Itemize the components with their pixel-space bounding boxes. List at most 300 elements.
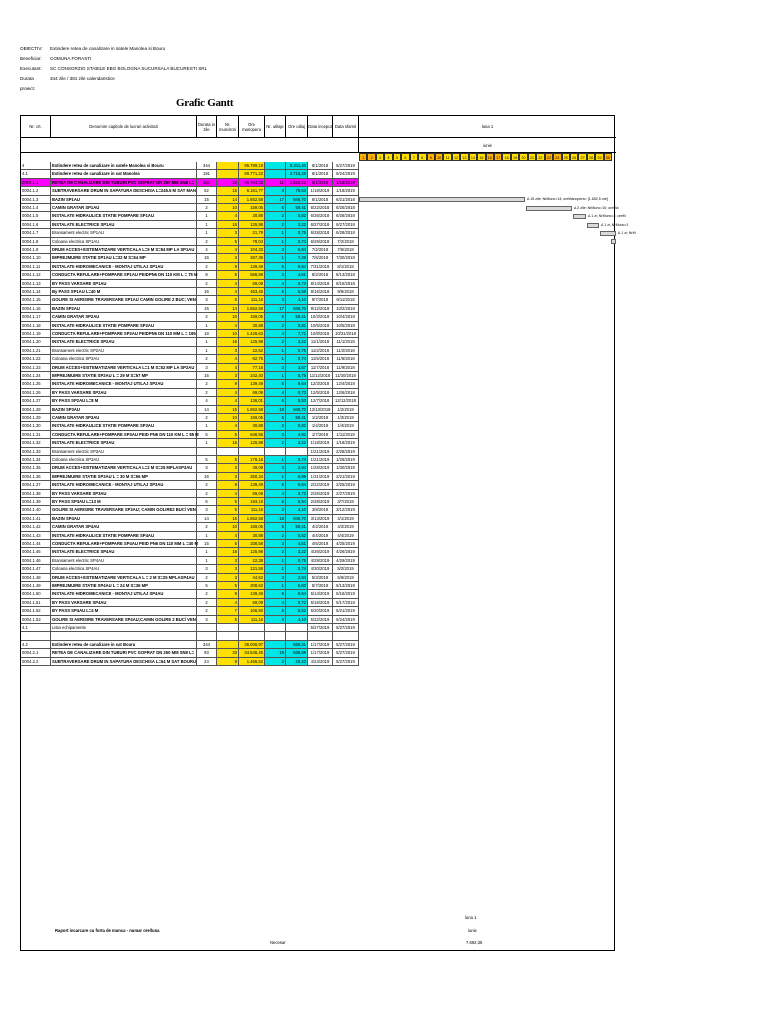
table-row[interactable] (21, 490, 616, 498)
header-durata: Durata in zile (197, 116, 217, 138)
cell-s: 12/3/2018 (308, 380, 333, 388)
cell-s: 5/20/2019 (308, 607, 333, 615)
cell-a: 2 (197, 490, 217, 498)
cell-e: 5/21/2019 (333, 607, 359, 615)
cell-e: 4/4/2019 (333, 532, 359, 540)
cell-m: 453,45 (239, 288, 265, 296)
cell-a: 16 (197, 254, 217, 262)
table-row[interactable] (21, 229, 616, 237)
cell-b: 15 (217, 406, 239, 414)
cell-m: 69,09 (239, 599, 265, 607)
table-row[interactable] (21, 590, 616, 598)
cell-u (265, 624, 286, 632)
table-row[interactable] (21, 372, 616, 380)
cell-e: 2/28/2019 (333, 448, 359, 456)
cell-s: 1/17/2019 (308, 649, 333, 657)
cell-a: 1 (197, 229, 217, 237)
table-row[interactable] (21, 347, 616, 355)
cell-u: 2 (265, 422, 286, 430)
cell-nr: 0004.1.38 (21, 490, 51, 498)
cell-m: 193,19 (239, 498, 265, 506)
table-row[interactable] (21, 422, 616, 430)
cell-u: 3 (265, 616, 286, 624)
cell-m: 69.771,22 (239, 170, 265, 178)
cell-a: 1 (197, 322, 217, 330)
cell-nr: 0004.2.2 (21, 658, 51, 666)
cell-s: 2/28/2019 (308, 498, 333, 506)
meta-row (20, 64, 207, 74)
cell-o: 0,73 (286, 280, 308, 288)
table-row[interactable] (21, 397, 616, 405)
table-row[interactable] (21, 414, 616, 422)
cell-b: 3 (217, 464, 239, 472)
cell-d: DRUM ACCES+SISTEMATIZARE VERTICALA L=1 M S=52 MP LA SP2AU (51, 364, 197, 372)
cell-b: 5 (217, 296, 239, 304)
cell-s: 4/30/2019 (308, 565, 333, 573)
cell-d: BAZIN SP2AU (51, 305, 197, 313)
cell-m: 77,18 (239, 364, 265, 372)
table-row[interactable] (21, 271, 616, 279)
table-row[interactable] (21, 498, 616, 506)
table-row[interactable] (21, 473, 616, 481)
cell-a: 1 (197, 532, 217, 540)
cell-d: CONDUCTA REFULARE+POMPARE SP2AU PEIDPN6 DN 110 MM L = 195 (51, 330, 197, 338)
cell-nr: 0004.1.44 (21, 540, 51, 548)
cell-a (197, 632, 217, 640)
table-row[interactable] (21, 187, 616, 195)
cell-nr: 0004.1.46 (21, 557, 51, 565)
day-cell: 2 (367, 153, 375, 161)
cell-a: 2 (197, 238, 217, 246)
cell-o: 0,74 (286, 565, 308, 573)
cell-nr: 0004.1.40 (21, 506, 51, 514)
cell-s: 10/8/2018 (308, 330, 333, 338)
table-row[interactable] (21, 540, 616, 548)
cell-u (265, 632, 286, 640)
table-row[interactable] (21, 406, 616, 414)
gantt-bar-label: Δ 2 zile; NrMunc=10; oreMa (574, 205, 619, 210)
table-row[interactable] (21, 254, 616, 262)
cell-b: 9 (217, 590, 239, 598)
cell-nr: 0004.1.4 (21, 204, 51, 212)
table-row[interactable] (21, 246, 616, 254)
cell-m: 111,15 (239, 616, 265, 624)
cell-s: 4/5/2019 (308, 540, 333, 548)
cell-e: 3/7/2019 (333, 498, 359, 506)
cell-o: 3,67 (286, 364, 308, 372)
table-row[interactable] (21, 431, 616, 439)
cell-o: 5,94 (286, 498, 308, 506)
page-title: Grafic Gantt (176, 97, 234, 109)
cell-o: 3,22 (286, 439, 308, 447)
cell-u: 5 (265, 263, 286, 271)
cell-s: 1/18/2019 (308, 439, 333, 447)
table-row[interactable] (21, 212, 616, 220)
table-row[interactable] (21, 464, 616, 472)
table-row[interactable] (21, 263, 616, 271)
cell-u: 2 (265, 548, 286, 556)
cell-nr: 0004.1.16 (21, 305, 51, 313)
cell-nr: 0004.1.2 (21, 187, 51, 195)
cell-o: 946,70 (286, 515, 308, 523)
table-row[interactable] (21, 305, 616, 313)
cell-u: 1 (265, 473, 286, 481)
table-row[interactable] (21, 506, 616, 514)
table-row[interactable] (21, 322, 616, 330)
cell-e: 6/28/2018 (333, 229, 359, 237)
cell-d: INSTALATII HIDROMECANICE - MONTAJ UTILAJ SP2AU (51, 380, 197, 388)
cell-m: 139,49 (239, 380, 265, 388)
table-row[interactable] (21, 658, 616, 666)
table-row[interactable] (21, 532, 616, 540)
cell-b: 16 (217, 338, 239, 346)
cell-s: 1/21/2019 (308, 456, 333, 464)
cell-nr: 0004.1.6 (21, 221, 51, 229)
project-meta (20, 44, 207, 94)
cell-s: 6/26/2018 (308, 212, 333, 220)
cell-a: 14 (197, 406, 217, 414)
cell-e: 4/1/2019 (333, 515, 359, 523)
cell-nr: 0004.1.34 (21, 456, 51, 464)
cell-e: 1/3/2019 (333, 414, 359, 422)
cell-b (217, 624, 239, 632)
cell-b: 5 (217, 616, 239, 624)
table-row[interactable] (21, 179, 616, 187)
cell-a: 3 (197, 296, 217, 304)
cell-u: 3 (265, 658, 286, 666)
cell-a (197, 624, 217, 632)
cell-a: 1 (197, 347, 217, 355)
cell-u: 17 (265, 196, 286, 204)
cell-nr: 0004.2.1 (21, 649, 51, 657)
cell-o: 6,99 (286, 473, 308, 481)
cell-o (286, 632, 308, 640)
meta-key: Executant: (20, 66, 42, 71)
table-row[interactable] (21, 574, 616, 582)
cell-d: Coloana electrica SP4AU (51, 565, 197, 573)
cell-u: 3 (265, 246, 286, 254)
cell-d: BY PASS VARSARE SP1AU (51, 280, 197, 288)
day-cell: 12 (452, 153, 460, 161)
gantt-bar-label: Δ 1 zi; NrM (618, 230, 636, 235)
cell-b: 3 (217, 229, 239, 237)
cell-m: 267,39 (239, 254, 265, 262)
cell-m: 111,15 (239, 506, 265, 514)
table-row[interactable] (21, 616, 616, 624)
cell-d: BAZIN SP1AU (51, 196, 197, 204)
cell-e: 5/13/2019 (333, 582, 359, 590)
table-row[interactable] (21, 170, 616, 178)
cell-a: 2 (197, 355, 217, 363)
table-row[interactable] (21, 448, 616, 456)
cell-s: 7/6/2018 (308, 254, 333, 262)
cell-e: 5/27/2019 (333, 649, 359, 657)
cell-m: 125,98 (239, 439, 265, 447)
table-row[interactable] (21, 296, 616, 304)
table-row[interactable] (21, 330, 616, 338)
cell-m: 1.652,58 (239, 406, 265, 414)
day-cell: 1 (359, 153, 367, 161)
cell-u: 3 (265, 464, 286, 472)
cell-a: 191 (197, 170, 217, 178)
cell-d: BY PASS SP4AU L=4 M (51, 607, 197, 615)
table-row[interactable] (21, 624, 616, 632)
day-cell: 3 (376, 153, 384, 161)
cell-u: 5 (265, 204, 286, 212)
cell-a: 3 (197, 364, 217, 372)
cell-m: 159,05 (239, 414, 265, 422)
cell-s: 10/5/2018 (308, 322, 333, 330)
table-row[interactable] (21, 515, 616, 523)
table-row[interactable] (21, 338, 616, 346)
cell-b: 5 (217, 540, 239, 548)
cell-m: 22,62 (239, 347, 265, 355)
cell-u (265, 641, 286, 649)
cell-e: 8/1/2018 (333, 263, 359, 271)
cell-s: 4/26/2019 (308, 548, 333, 556)
cell-s: 1/21/2019 (308, 448, 333, 456)
cell-s: 4/24/2019 (308, 658, 333, 666)
cell-a: 2 (197, 280, 217, 288)
table-row[interactable] (21, 355, 616, 363)
cell-nr: 0004.1.45 (21, 548, 51, 556)
cell-s: 11/1/2018 (308, 338, 333, 346)
cell-nr: 0004.1.27 (21, 397, 51, 405)
cell-nr: 0004.1.25 (21, 380, 51, 388)
cell-a: 2 (197, 574, 217, 582)
cell-s: 2/22/2019 (308, 481, 333, 489)
cell-b: 4 (217, 389, 239, 397)
cell-nr: 0004.1.14 (21, 288, 51, 296)
cell-d: INSTALATII HIDRAULICE STATIE POMPARE SP3AU (51, 422, 197, 430)
cell-nr: 0004.1.29 (21, 414, 51, 422)
table-row[interactable] (21, 565, 616, 573)
cell-nr (21, 632, 51, 640)
table-row[interactable] (21, 582, 616, 590)
table-row[interactable] (21, 162, 616, 170)
cell-a: 15 (197, 372, 217, 380)
cell-s: 8/2/2018 (308, 271, 333, 279)
table-row[interactable] (21, 389, 616, 397)
cell-d: Bransament electric SP1AU (51, 229, 197, 237)
cell-u: 1 (265, 557, 286, 565)
cell-nr: 0004.1.28 (21, 406, 51, 414)
cell-o: 0,75 (286, 229, 308, 237)
cell-e: 5/17/2019 (333, 599, 359, 607)
table-row[interactable] (21, 548, 616, 556)
cell-nr: 0004.1.9 (21, 246, 51, 254)
table-row[interactable] (21, 439, 616, 447)
cell-m: 34.546,45 (239, 649, 265, 657)
cell-o: 2,94 (286, 574, 308, 582)
cell-nr: 0004.1.43 (21, 532, 51, 540)
cell-o: 5,53 (286, 397, 308, 405)
cell-o: 0,75 (286, 347, 308, 355)
cell-u: 5 (265, 481, 286, 489)
cell-e: 5/24/2019 (333, 170, 359, 178)
cell-e: 6/27/2018 (333, 221, 359, 229)
table-row[interactable] (21, 288, 616, 296)
table-row[interactable] (21, 364, 616, 372)
day-cell: 16 (486, 153, 494, 161)
cell-m: 121,56 (239, 565, 265, 573)
cell-u: 3 (265, 271, 286, 279)
cell-m: 1.652,58 (239, 196, 265, 204)
cell-d: Extindere retea de canalizare in satele Manolea si Bouru (51, 162, 197, 170)
cell-m (239, 632, 265, 640)
cell-nr: 0004.1.13 (21, 280, 51, 288)
cell-nr: 0004.1.8 (21, 238, 51, 246)
day-cell: 29 (595, 153, 603, 161)
table-row[interactable] (21, 238, 616, 246)
cell-o: 5,59 (286, 288, 308, 296)
day-cell: 19 (511, 153, 519, 161)
table-row[interactable] (21, 280, 616, 288)
cell-d: BY PASS SP2AU L=8 M (51, 397, 197, 405)
cell-b: 5 (217, 456, 239, 464)
cell-b: 4 (217, 322, 239, 330)
cell-u: 4 (265, 490, 286, 498)
cell-e: 1/30/2019 (333, 464, 359, 472)
table-row[interactable] (21, 456, 616, 464)
cell-o: 559,31 (286, 641, 308, 649)
table-row[interactable] (21, 313, 616, 321)
day-cell: 20 (519, 153, 527, 161)
cell-u: 6 (265, 607, 286, 615)
cell-nr: 0004.1.15 (21, 296, 51, 304)
cell-b: 3 (217, 347, 239, 355)
cell-m: 45.794,33 (239, 179, 265, 187)
table-row[interactable] (21, 649, 616, 657)
gantt-bar (587, 223, 599, 228)
cell-o: 4,61 (286, 540, 308, 548)
cell-s: 11/5/2018 (308, 355, 333, 363)
header-utilaje: Nr. utilaje (265, 116, 286, 138)
cell-e: 4/2/2019 (333, 523, 359, 531)
cell-e: 6/26/2018 (333, 212, 359, 220)
table-row[interactable] (21, 221, 616, 229)
day-cell: 23 (545, 153, 553, 161)
cell-a: 164 (197, 179, 217, 187)
cell-nr: 0004.1.37 (21, 481, 51, 489)
cell-b: 4 (217, 288, 239, 296)
day-cell: 11 (443, 153, 451, 161)
cell-nr: 0004.1.10 (21, 254, 51, 262)
cell-u: 5 (265, 523, 286, 531)
cell-e: 11/1/2018 (333, 338, 359, 346)
cell-b: 10 (217, 523, 239, 531)
cell-a: 2 (197, 313, 217, 321)
table-row[interactable] (21, 607, 616, 615)
cell-d: DRUM ACCES+SISTEMATIZARE VERTICALA L=9 M S=84 MP LA SP1AU (51, 246, 197, 254)
cell-u: 2 (265, 532, 286, 540)
cell-d: IMPREJMUIRE STATIE SP3AU L = 30 M S=56 MP (51, 473, 197, 481)
cell-u: 1 (265, 229, 286, 237)
cell-b: 3 (217, 557, 239, 565)
cell-o (286, 624, 308, 632)
cell-nr: 0004.1.19 (21, 330, 51, 338)
cell-u (265, 162, 286, 170)
cell-m: 62,75 (239, 355, 265, 363)
cell-nr: 0004.1.30 (21, 422, 51, 430)
cell-e: 1/18/2019 (333, 179, 359, 187)
cell-o: 3.715,28 (286, 170, 308, 178)
cell-m: 44,62 (239, 574, 265, 582)
cell-b: 4 (217, 280, 239, 288)
cell-a: 2 (197, 414, 217, 422)
cell-d: CAMIN GRATAR SP1AU (51, 204, 197, 212)
table-row[interactable] (21, 557, 616, 565)
table-row[interactable] (21, 380, 616, 388)
day-cell: 15 (477, 153, 485, 161)
cell-s: 1/7/2019 (308, 431, 333, 439)
cell-s: 3/8/2019 (308, 506, 333, 514)
cell-s: 12/5/2018 (308, 389, 333, 397)
table-row[interactable] (21, 481, 616, 489)
day-cell: 5 (393, 153, 401, 161)
cell-b: 7 (217, 607, 239, 615)
cell-d: Bransament electric SP3AU (51, 448, 197, 456)
meta-key: OBIECTIV: (20, 46, 43, 51)
cell-d: Extindere retea de canalizare in sat Bouru (51, 641, 197, 649)
cell-a: 1 (197, 212, 217, 220)
cell-e: 10/4/2018 (333, 313, 359, 321)
table-row[interactable] (21, 632, 616, 640)
cell-nr: 0004.1.5 (21, 212, 51, 220)
cell-m: 95.789,19 (239, 162, 265, 170)
meta-row (20, 74, 207, 94)
header-start: Data inceput (308, 116, 333, 138)
cell-m: 125,98 (239, 338, 265, 346)
cell-d: INSTALATII ELECTRICE SP1AU (51, 221, 197, 229)
cell-e: 11/9/2018 (333, 364, 359, 372)
cell-d: GOLIRE SI AERISIRE TRAVERSARE SP1AU CAMIN GOLIRE 2 BUC; VEN (51, 296, 197, 304)
header-spacer (21, 138, 359, 153)
table-row[interactable] (21, 599, 616, 607)
table-row[interactable] (21, 641, 616, 649)
cell-a: 1 (197, 221, 217, 229)
cell-s: 6/1/2018 (308, 162, 333, 170)
gantt-table (20, 115, 636, 951)
cell-e: 4/29/2019 (333, 557, 359, 565)
meta-value: SC CONSORZIO STABILE EBG BOLOGNA SUCURSALA BUCURESTI SRL (50, 66, 208, 71)
cell-m: 159,05 (239, 204, 265, 212)
cell-e: 7/6/2018 (333, 246, 359, 254)
cell-b: 4 (217, 355, 239, 363)
cell-d: Coloana electrica SP3AU (51, 456, 197, 464)
day-cell: 10 (435, 153, 443, 161)
day-cell: 17 (494, 153, 502, 161)
cell-b: 33 (217, 649, 239, 657)
cell-m: 178,15 (239, 456, 265, 464)
cell-nr: 0004.1.36 (21, 473, 51, 481)
cell-a: 344 (197, 641, 217, 649)
day-cell: 24 (553, 153, 561, 161)
cell-b (217, 632, 239, 640)
cell-s: 5/16/2019 (308, 599, 333, 607)
cell-d: CONDUCTA REFULARE+POMPARE SP3AU PEID PN6 DN 110 KM L = 85 M (51, 431, 197, 439)
table-row[interactable] (21, 523, 616, 531)
cell-s: 11/7/2018 (308, 364, 333, 372)
meta-row (20, 44, 207, 54)
cell-nr: 0004.1.31 (21, 431, 51, 439)
cell-e: 1/11/2019 (333, 431, 359, 439)
cell-o: 7,49 (286, 254, 308, 262)
day-cell: 28 (587, 153, 595, 161)
cell-o (286, 448, 308, 456)
cell-s: 12/7/2018 (308, 397, 333, 405)
cell-d: CONDUCTA REFULARE+POMPARE SP1AU PEIDPN6 DN 110 KM L = 75 M (51, 271, 197, 279)
